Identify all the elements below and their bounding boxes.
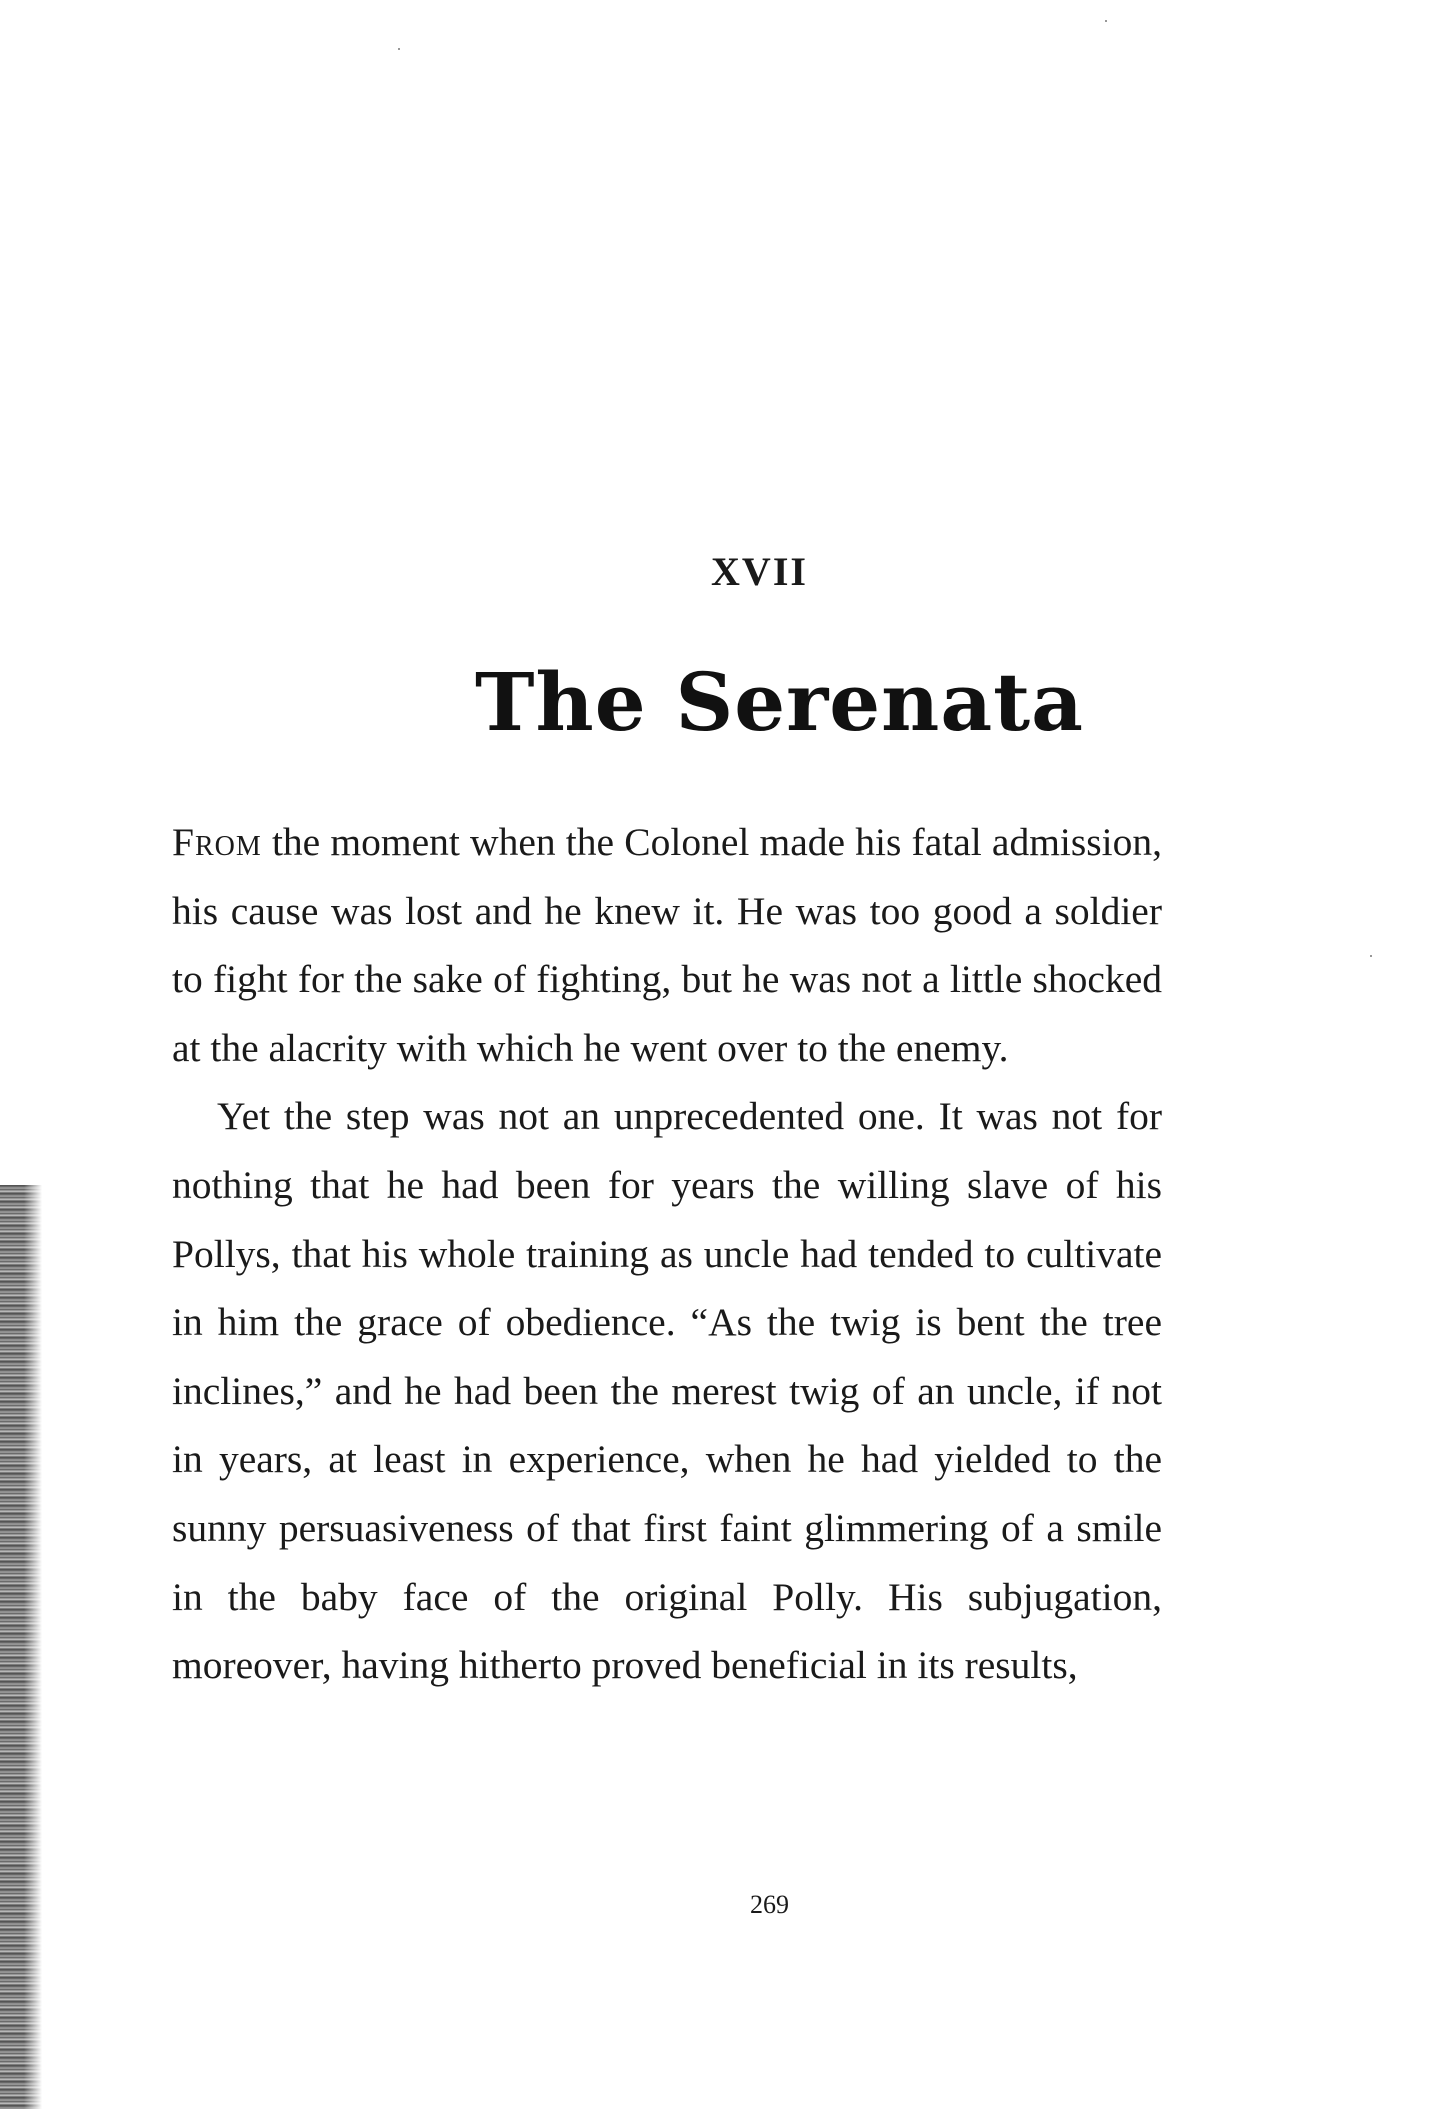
paper-speck (1370, 955, 1372, 957)
paper-speck (398, 48, 400, 50)
chapter-title: The Serenata (475, 655, 1084, 749)
paragraph (172, 808, 1162, 1082)
page-number: 269 (750, 1890, 789, 1919)
paragraph-lead-word: From (172, 820, 262, 864)
paper-speck (1105, 20, 1107, 22)
paragraph (172, 1082, 1162, 1699)
chapter-body (172, 808, 1162, 1700)
paragraph-text: Yet the step was not an unprecedented one. It was not for nothing that he had been for years the willing slave of his Pollys, that his whole training as uncle had tended to cultivate in him the grace of obedience. “As the twig is bent the tree inclines,” and he had been the merest twig of an uncle, if not in years, at least in experience, when he had yielded to the sunny persuasiveness of that first faint glimmering of a smile in the baby face of the original Polly. His subjugation, moreover, having hitherto proved beneficial in its results, (172, 1094, 1162, 1688)
page-binding-edge (0, 1185, 42, 2109)
chapter-number: XVII (711, 549, 808, 594)
paragraph-text: the moment when the Colonel made his fatal admission, his cause was lost and he knew it. He was too good a soldier to fight for the sake of fighting, but he was not a little shocked at the alacrity with which he went over to the enemy. (172, 820, 1162, 1070)
